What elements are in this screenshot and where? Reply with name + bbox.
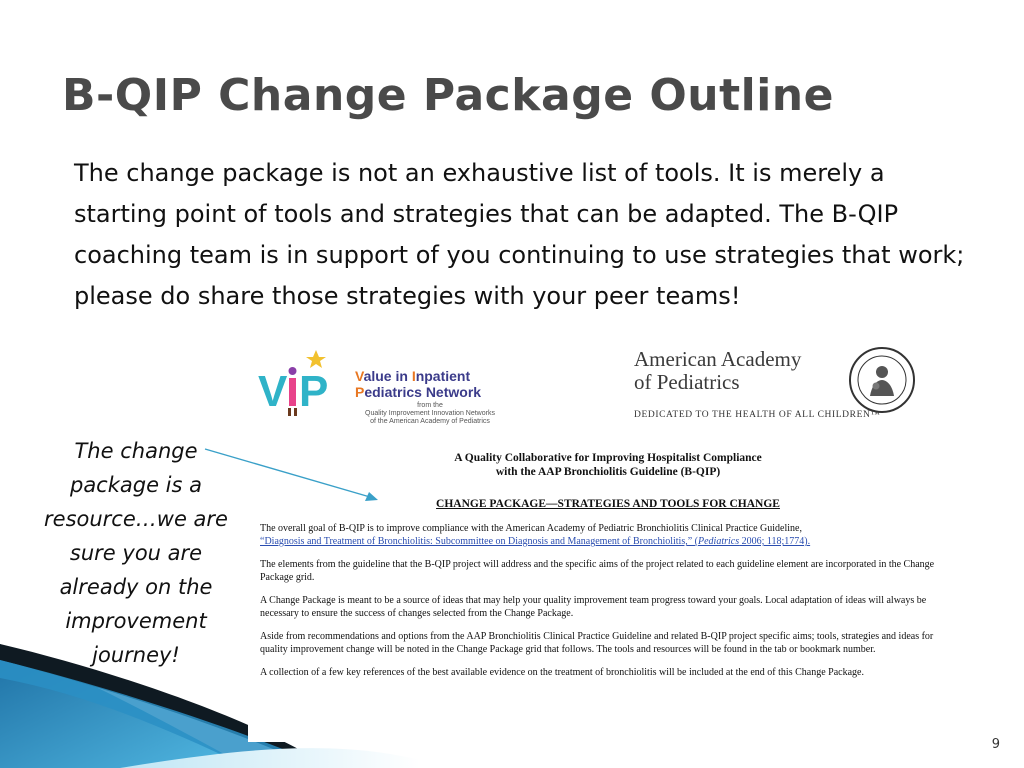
intro-paragraph: The change package is not an exhaustive list of tools. It is merely a starting point of tools and strategies that can be adapted. The B-QIP coaching team is in support of you continuing to use strategies that work; please do share those strategies with your peer teams! xyxy=(74,159,965,310)
side-note: The change package is a resource…we are sure you are already on the improvement journey! xyxy=(44,439,228,667)
svg-text:P: P xyxy=(299,367,329,416)
slide-title: B-QIP Change Package Outline xyxy=(62,70,834,121)
vip-mark-icon xyxy=(258,348,342,422)
change-package-document xyxy=(248,338,954,742)
svg-text:V: V xyxy=(258,367,288,416)
document-heading: A Quality Collaborative for Improving Hospitalist Compliance with the AAP Bronchiolitis Guideline (B-QIP) xyxy=(454,452,762,478)
aap-name: American Academy of Pediatrics xyxy=(634,347,802,394)
aap-seal-icon xyxy=(848,346,916,414)
document-subheading: CHANGE PACKAGE—STRATEGIES AND TOOLS FOR CHANGE xyxy=(436,498,780,510)
aap-logo xyxy=(634,346,934,432)
document-paragraph: A Change Package is meant to be a source of ideas that may help your quality improvement team progress toward your goals. Local adaptation of ideas will always be necessary to ensure the success of changes selected from the Change Package. xyxy=(260,595,927,619)
guideline-link[interactable]: “Diagnosis and Treatment of Bronchiolitis: Subcommittee on Diagnosis and Management of Bronchiolitis,” (Pediatrics 2006; 118;1774). xyxy=(260,536,811,547)
document-paragraph: The elements from the guideline that the B-QIP project will address and the specific aims of the project related to each guideline element are incorporated in the Change Package grid. xyxy=(260,559,935,583)
vip-name: Value in Inpatient Pediatrics Network xyxy=(355,368,482,400)
vip-logo xyxy=(258,338,498,430)
document-paragraph: The overall goal of B-QIP is to improve compliance with the American Academy of Pediatric Bronchiolitis Clinical Practice Guideline, “Diagnosis and Treatment of Bronchiolitis: Subcommittee on Diagnosis and Management of Bronchiolitis,” (Pediatrics 2006; 118;1774). xyxy=(260,523,811,547)
page-number: 9 xyxy=(991,737,1000,752)
document-body xyxy=(260,522,946,689)
document-paragraph: A collection of a few key references of the best available evidence on the treatment of bronchiolitis will be included at the end of this Change Package. xyxy=(260,667,864,678)
document-paragraph: Aside from recommendations and options from the AAP Bronchiolitis Clinical Practice Guideline and related B-QIP project specific aims; tools, strategies and ideas for quality improvement change will be noted in the Change Package grid that follows. The tools and resources will be found in the tab or bookmark number. xyxy=(260,631,934,655)
aap-tagline: DEDICATED TO THE HEALTH OF ALL CHILDREN™ xyxy=(634,410,881,420)
vip-from-text: from the Quality Improvement Innovation Networks of the American Academy of Pediatrics xyxy=(365,402,495,425)
